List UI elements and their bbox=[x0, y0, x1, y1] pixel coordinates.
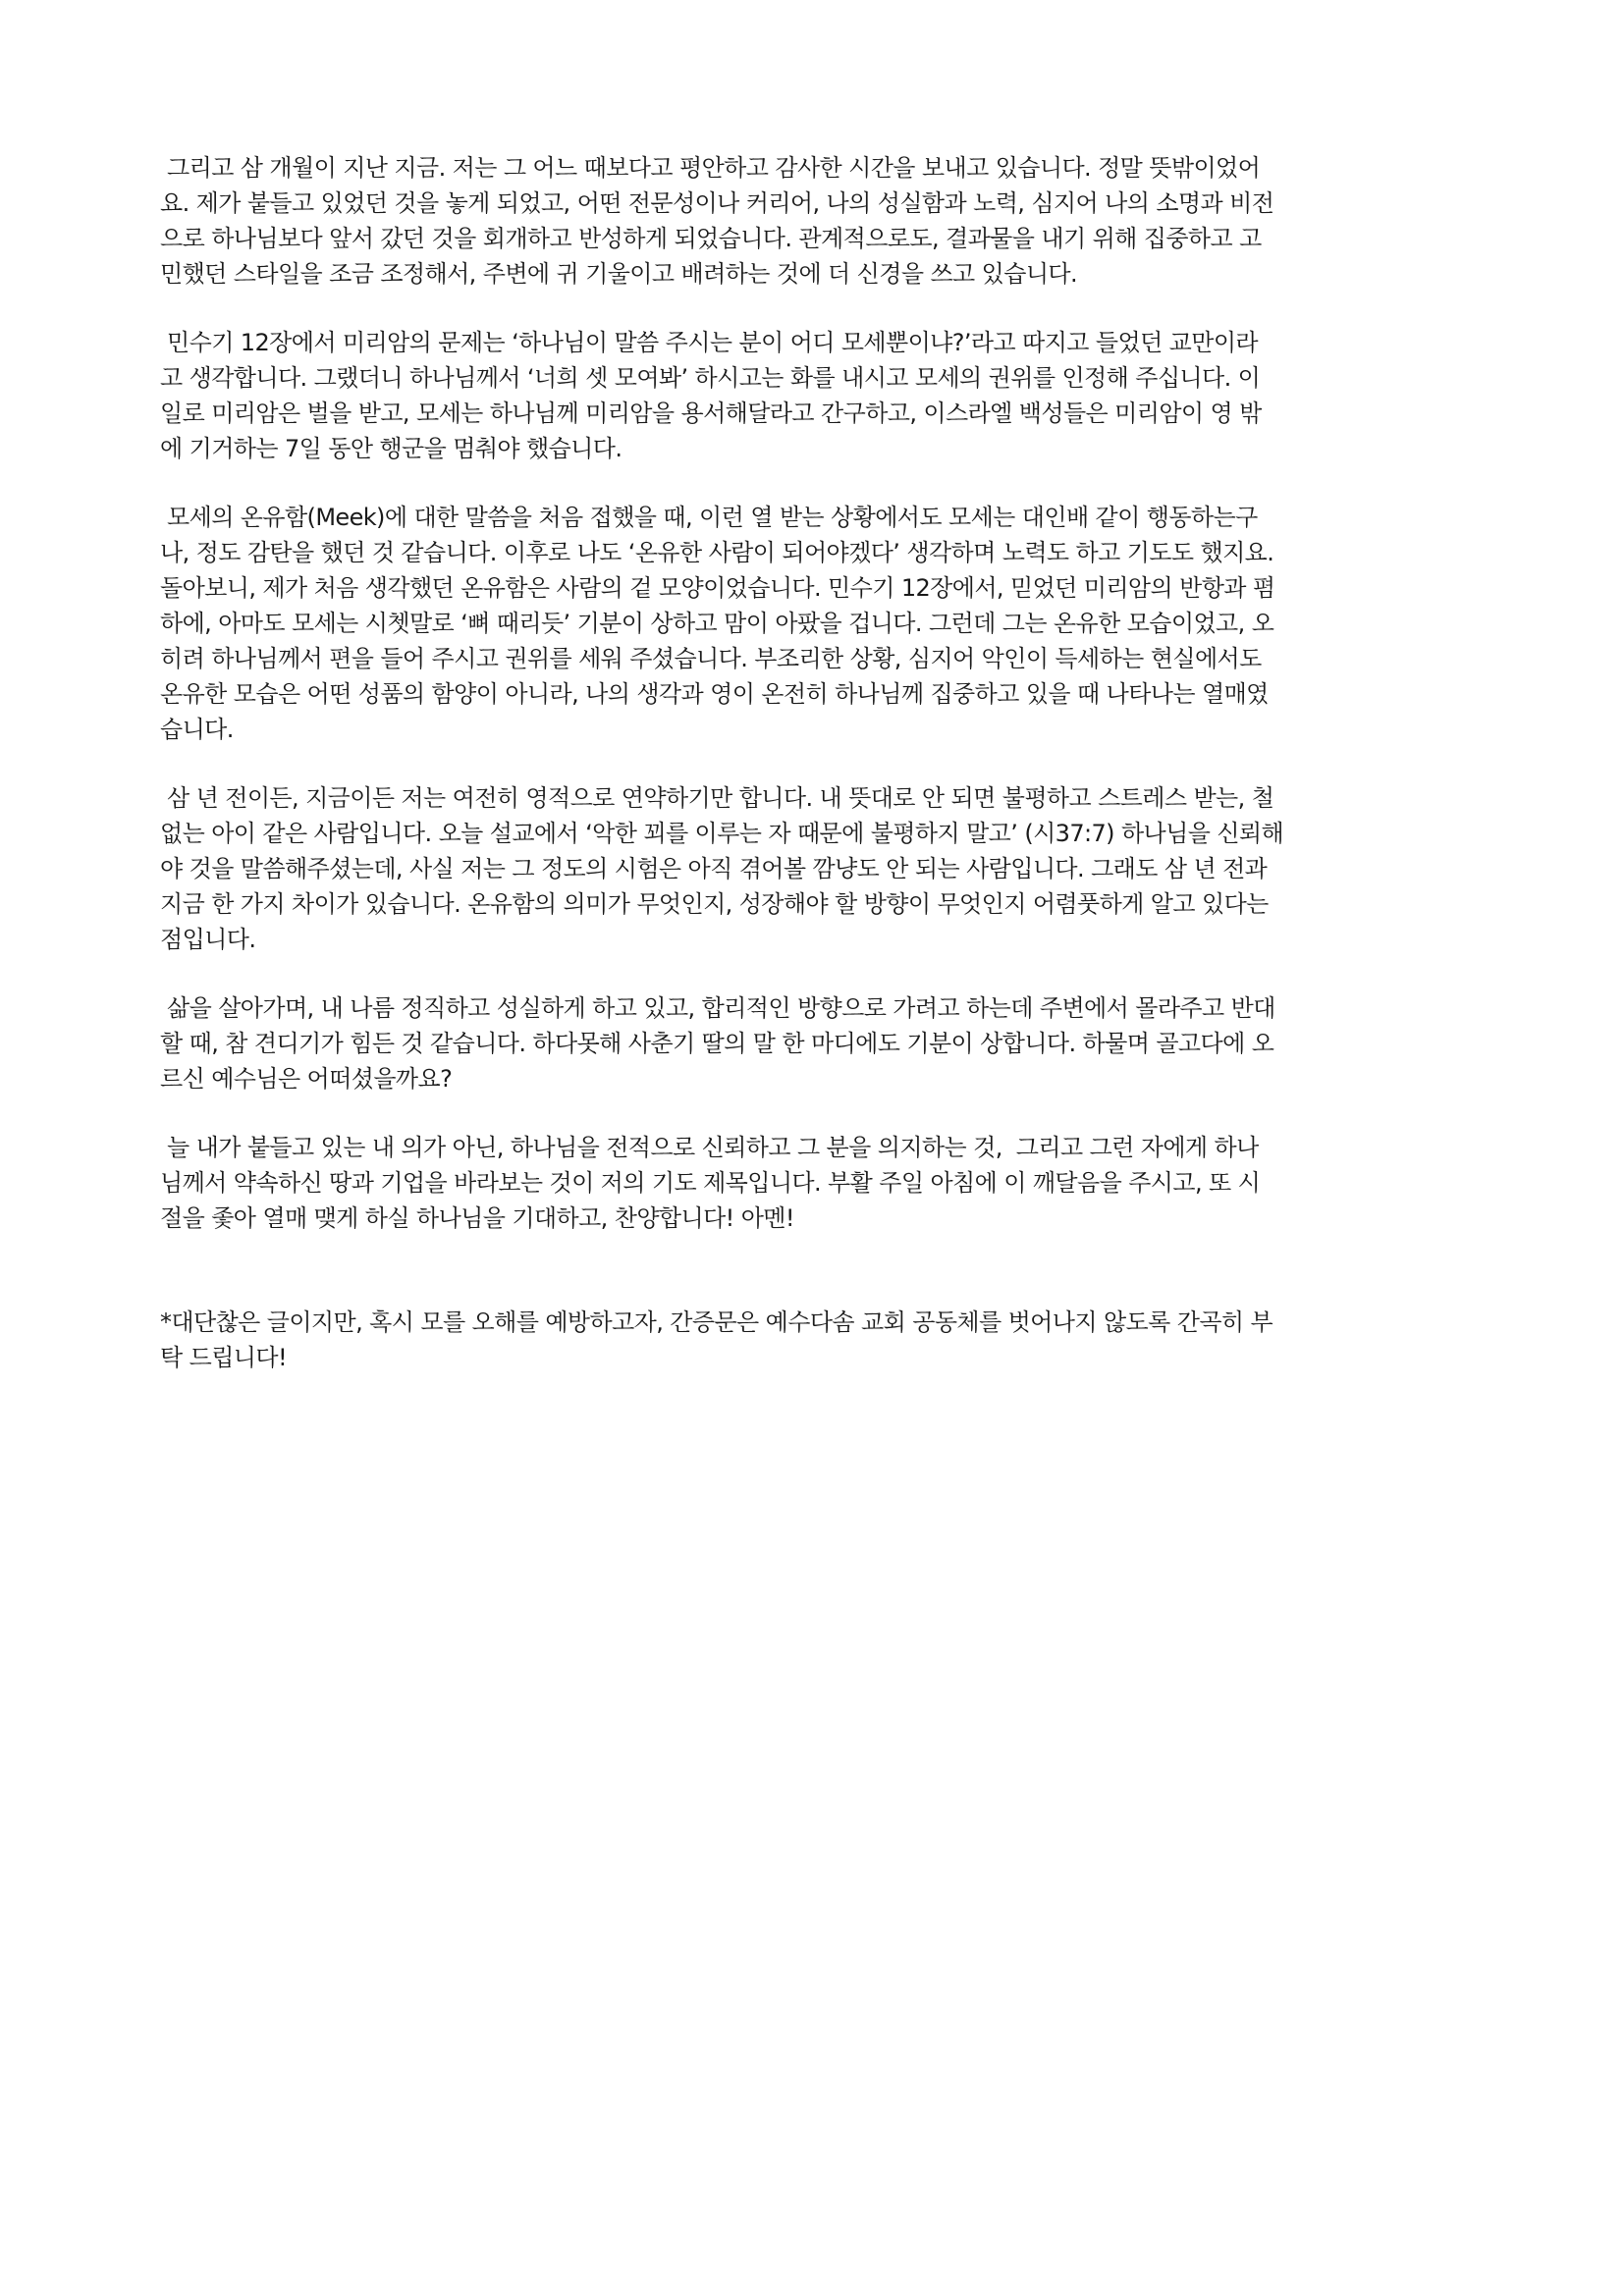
paragraph-5 bbox=[160, 990, 1476, 1096]
footnote bbox=[160, 1305, 1476, 1375]
text-line: 요. 제가 붙들고 있었던 것을 놓게 되었고, 어떤 전문성이나 커리어, 나의 성실함과 노력, 심지어 나의 소명과 비전 bbox=[160, 189, 1274, 217]
paragraph-6 bbox=[160, 1130, 1476, 1236]
text-line: 르신 예수님은 어떠셨을까요? bbox=[160, 1065, 453, 1093]
text-line: 절을 좇아 열매 맺게 하실 하나님을 기대하고, 찬양합니다! 아멘! bbox=[160, 1204, 794, 1232]
text-line: 민수기 12장에서 미리암의 문제는 ‘하나님이 말씀 주시는 분이 어디 모세뿐이냐?’라고 따지고 들었던 교만이라 bbox=[160, 329, 1259, 356]
text-line: 일로 미리암은 벌을 받고, 모세는 하나님께 미리암을 용서해달라고 간구하고, 이스라엘 백성들은 미리암이 영 밖 bbox=[160, 400, 1262, 427]
text-line: 에 기거하는 7일 동안 행군을 멈춰야 했습니다. bbox=[160, 435, 623, 462]
text-line: 없는 아이 같은 사람입니다. 오늘 설교에서 ‘악한 꾀를 이루는 자 때문에 불평하지 말고’ (시37:7) 하나님을 신뢰해 bbox=[160, 820, 1284, 847]
paragraph-1 bbox=[160, 150, 1476, 292]
text-line: 민했던 스타일을 조금 조정해서, 주변에 귀 기울이고 배려하는 것에 더 신경을 쓰고 있습니다. bbox=[160, 260, 1078, 288]
text-line: 나, 정도 감탄을 했던 것 같습니다. 이후로 나도 ‘온유한 사람이 되어야겠다’ 생각하며 노력도 하고 기도도 했지요. bbox=[160, 539, 1274, 566]
text-line: 으로 하나님보다 앞서 갔던 것을 회개하고 반성하게 되었습니다. 관계적으로도, 결과물을 내기 위해 집중하고 고 bbox=[160, 225, 1262, 252]
text-line: 야 것을 말씀해주셨는데, 사실 저는 그 정도의 시험은 아직 겪어볼 깜냥도 안 되는 사람입니다. 그래도 삼 년 전과 bbox=[160, 855, 1268, 882]
paragraph-4 bbox=[160, 780, 1476, 957]
text-line: 습니다. bbox=[160, 716, 234, 743]
text-line: 늘 내가 붙들고 있는 내 의가 아닌, 하나님을 전적으로 신뢰하고 그 분을 의지하는 것, 그리고 그런 자에게 하나 bbox=[160, 1134, 1259, 1161]
text-line: 삼 년 전이든, 지금이든 저는 여전히 영적으로 연약하기만 합니다. 내 뜻대로 안 되면 불평하고 스트레스 받는, 철 bbox=[160, 784, 1274, 812]
text-line: 고 생각합니다. 그랬더니 하나님께서 ‘너희 셋 모여봐’ 하시고는 화를 내시고 모세의 권위를 인정해 주십니다. 이 bbox=[160, 364, 1261, 392]
text-line: 님께서 약속하신 땅과 기업을 바라보는 것이 저의 기도 제목입니다. 부활 주일 아침에 이 깨달음을 주시고, 또 시 bbox=[160, 1169, 1261, 1197]
text-line: 히려 하나님께서 편을 들어 주시고 권위를 세워 주셨습니다. 부조리한 상황, 심지어 악인이 득세하는 현실에서도 bbox=[160, 645, 1262, 672]
text-line: 할 때, 참 견디기가 힘든 것 같습니다. 하다못해 사춘기 딸의 말 한 마디에도 기분이 상합니다. 하물며 골고다에 오 bbox=[160, 1030, 1274, 1057]
text-line: 그리고 삼 개월이 지난 지금. 저는 그 어느 때보다고 평안하고 감사한 시간을 보내고 있습니다. 정말 뜻밖이었어 bbox=[160, 154, 1261, 182]
text-line: *대단찮은 글이지만, 혹시 모를 오해를 예방하고자, 간증문은 예수다솜 교회 공동체를 벗어나지 않도록 간곡히 부 bbox=[160, 1308, 1273, 1336]
text-line: 삶을 살아가며, 내 나름 정직하고 성실하게 하고 있고, 합리적인 방향으로 가려고 하는데 주변에서 몰라주고 반대 bbox=[160, 994, 1275, 1022]
text-line: 온유한 모습은 어떤 성품의 함양이 아니라, 나의 생각과 영이 온전히 하나님께 집중하고 있을 때 나타나는 열매였 bbox=[160, 680, 1269, 708]
text-line: 지금 한 가지 차이가 있습니다. 온유함의 의미가 무엇인지, 성장해야 할 방향이 무엇인지 어렴풋하게 알고 있다는 bbox=[160, 890, 1269, 918]
document-page bbox=[160, 150, 1476, 1409]
text-line: 돌아보니, 제가 처음 생각했던 온유함은 사람의 겉 모양이었습니다. 민수기 12장에서, 믿었던 미리암의 반항과 폄 bbox=[160, 574, 1275, 602]
text-line: 모세의 온유함(Meek)에 대한 말씀을 처음 접했을 때, 이런 열 받는 상황에서도 모세는 대인배 같이 행동하는구 bbox=[160, 504, 1258, 531]
text-line: 하에, 아마도 모세는 시쳇말로 ‘뼈 때리듯’ 기분이 상하고 맘이 아팠을 겁니다. 그런데 그는 온유한 모습이었고, 오 bbox=[160, 610, 1274, 637]
text-line: 탁 드립니다! bbox=[160, 1344, 287, 1371]
paragraph-2 bbox=[160, 325, 1476, 466]
paragraph-3 bbox=[160, 500, 1476, 747]
text-line: 점입니다. bbox=[160, 926, 256, 953]
